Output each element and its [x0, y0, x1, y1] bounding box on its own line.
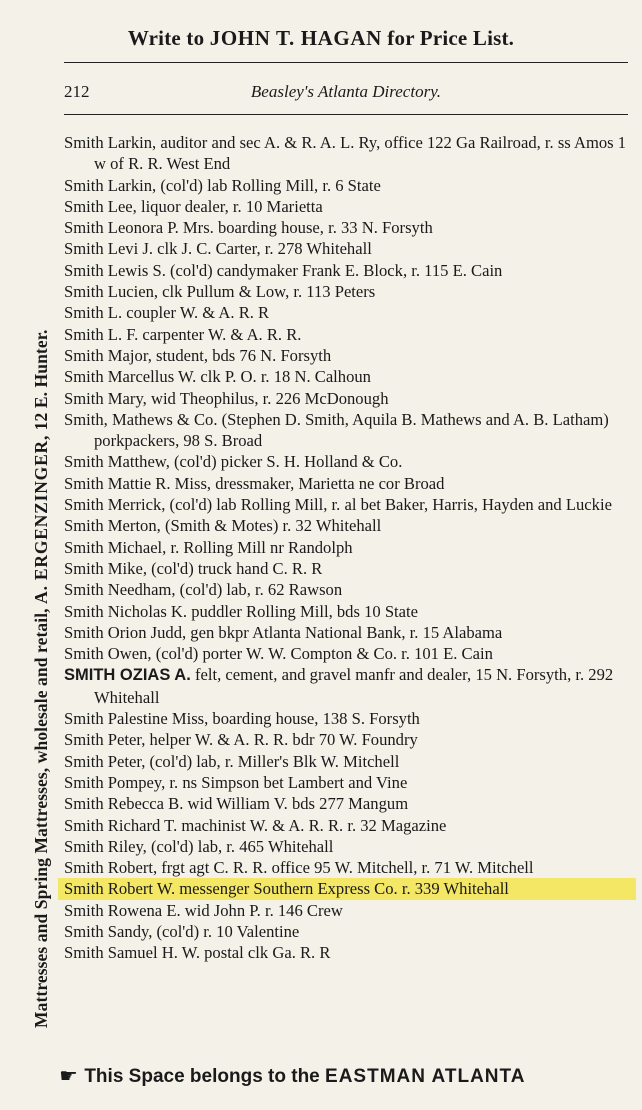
- directory-entry: Smith Samuel H. W. postal clk Ga. R. R: [64, 943, 331, 963]
- directory-entry: Smith Matthew, (col'd) picker S. H. Holland & Co.: [64, 452, 403, 472]
- directory-entry: Smith Mary, wid Theophilus, r. 226 McDonough: [64, 388, 389, 408]
- directory-entry: Smith Leonora P. Mrs. boarding house, r. 33 N. Forsyth: [64, 218, 433, 238]
- directory-entry: Smith Merton, (Smith & Motes) r. 32 Whitehall: [64, 516, 382, 536]
- directory-entry: Smith Pompey, r. ns Simpson bet Lambert and Vine: [64, 772, 408, 792]
- header-divider: [64, 114, 628, 115]
- directory-entry: Smith Riley, (col'd) lab, r. 465 Whitehall: [64, 836, 334, 856]
- directory-entry: Smith Owen, (col'd) porter W. W. Compton & Co. r. 101 E. Cain: [64, 644, 493, 664]
- banner-suffix: for Price List.: [381, 26, 515, 50]
- bottom-ad-advertiser: EASTMAN ATLANTA: [325, 1066, 526, 1087]
- directory-entry: Smith Merrick, (col'd) lab Rolling Mill, r. al bet Baker, Harris, Hayden and Luckie: [64, 495, 612, 515]
- directory-entry: Smith Marcellus W. clk P. O. r. 18 N. Calhoun: [64, 367, 371, 387]
- directory-entry: Smith Mattie R. Miss, dressmaker, Marietta ne cor Broad: [64, 473, 445, 493]
- directory-entry: Smith Peter, helper W. & A. R. R. bdr 70 W. Foundry: [64, 730, 418, 750]
- bottom-ad-text: This Space belongs to the: [79, 1066, 326, 1087]
- banner-advertiser-name: JOHN T. HAGAN: [209, 26, 382, 50]
- page-number: 212: [64, 82, 90, 101]
- running-head: Beasley's Atlanta Directory.: [250, 82, 442, 101]
- featured-entry-details: felt, cement, and gravel manfr and dealer, 15 N. Forsyth, r. 292 Whitehall: [94, 665, 614, 707]
- side-advertisement: [31, 88, 52, 1028]
- directory-entry: Smith Nicholas K. puddler Rolling Mill, bds 10 State: [64, 601, 418, 621]
- directory-entry: Smith Palestine Miss, boarding house, 138 S. Forsyth: [64, 709, 420, 729]
- side-ad-part3: 12 E. Hunter.: [31, 329, 51, 435]
- directory-entry: Smith Robert, frgt agt C. R. R. office 95 W. Mitchell, r. 71 W. Mitchell: [64, 858, 534, 878]
- directory-entry: Smith Sandy, (col'd) r. 10 Valentine: [64, 921, 300, 941]
- directory-entry: Smith Lucien, clk Pullum & Low, r. 113 Peters: [64, 282, 376, 302]
- directory-entry: Smith Mike, (col'd) truck hand C. R. R: [64, 558, 323, 578]
- directory-entry: Smith L. F. carpenter W. & A. R. R.: [64, 324, 302, 344]
- top-divider: [64, 62, 628, 63]
- pointing-hand-icon: ☛: [59, 1066, 78, 1087]
- directory-entry: Smith Larkin, (col'd) lab Rolling Mill, r. 6 State: [64, 175, 381, 195]
- directory-entry: Smith L. coupler W. & A. R. R: [64, 303, 270, 323]
- directory-entry: Smith Major, student, bds 76 N. Forsyth: [64, 345, 332, 365]
- directory-entry: Smith Larkin, auditor and sec A. & R. A. L. Ry, office 122 Ga Railroad, r. ss Amos 1 w of R. R. West End: [64, 133, 627, 174]
- side-ad-part1: Mattresses and Spring Mattresses, wholesale and retail,: [31, 603, 51, 1028]
- directory-entry: Smith Michael, r. Rolling Mill nr Randolph: [64, 537, 353, 557]
- directory-entry: Smith Lewis S. (col'd) candymaker Frank E. Block, r. 115 E. Cain: [64, 260, 503, 280]
- directory-entry: Smith, Mathews & Co. (Stephen D. Smith, Aquila B. Mathews and A. B. Latham) porkpackers, 98 S. Broad: [64, 409, 609, 451]
- featured-entry-name: SMITH OZIAS A.: [64, 666, 191, 685]
- directory-entry: Smith Peter, (col'd) lab, r. Miller's Blk W. Mitchell: [64, 751, 400, 771]
- directory-entry: Smith Orion Judd, gen bkpr Atlanta National Bank, r. 15 Alabama: [64, 622, 503, 642]
- directory-entry: Smith Levi J. clk J. C. Carter, r. 278 Whitehall: [64, 239, 372, 259]
- side-ad-advertiser: A. ERGENZINGER,: [31, 434, 51, 604]
- bottom-advertisement: [60, 1065, 525, 1088]
- top-advertisement-banner: [0, 26, 642, 51]
- directory-entries: [64, 132, 628, 964]
- directory-entry: Smith Richard T. machinist W. & A. R. R. r. 32 Magazine: [64, 815, 447, 835]
- directory-entry-featured: [64, 664, 628, 708]
- directory-entry: Smith Rebecca B. wid William V. bds 277 Mangum: [64, 794, 409, 814]
- directory-entry: Smith Rowena E. wid John P. r. 146 Crew: [64, 900, 343, 920]
- highlighted-directory-entry: Smith Robert W. messenger Southern Express Co. r. 339 Whitehall: [58, 878, 636, 899]
- directory-entry: Smith Lee, liquor dealer, r. 10 Marietta: [64, 196, 323, 216]
- banner-prefix: Write to: [127, 26, 210, 50]
- directory-entry: Smith Needham, (col'd) lab, r. 62 Rawson: [64, 580, 343, 600]
